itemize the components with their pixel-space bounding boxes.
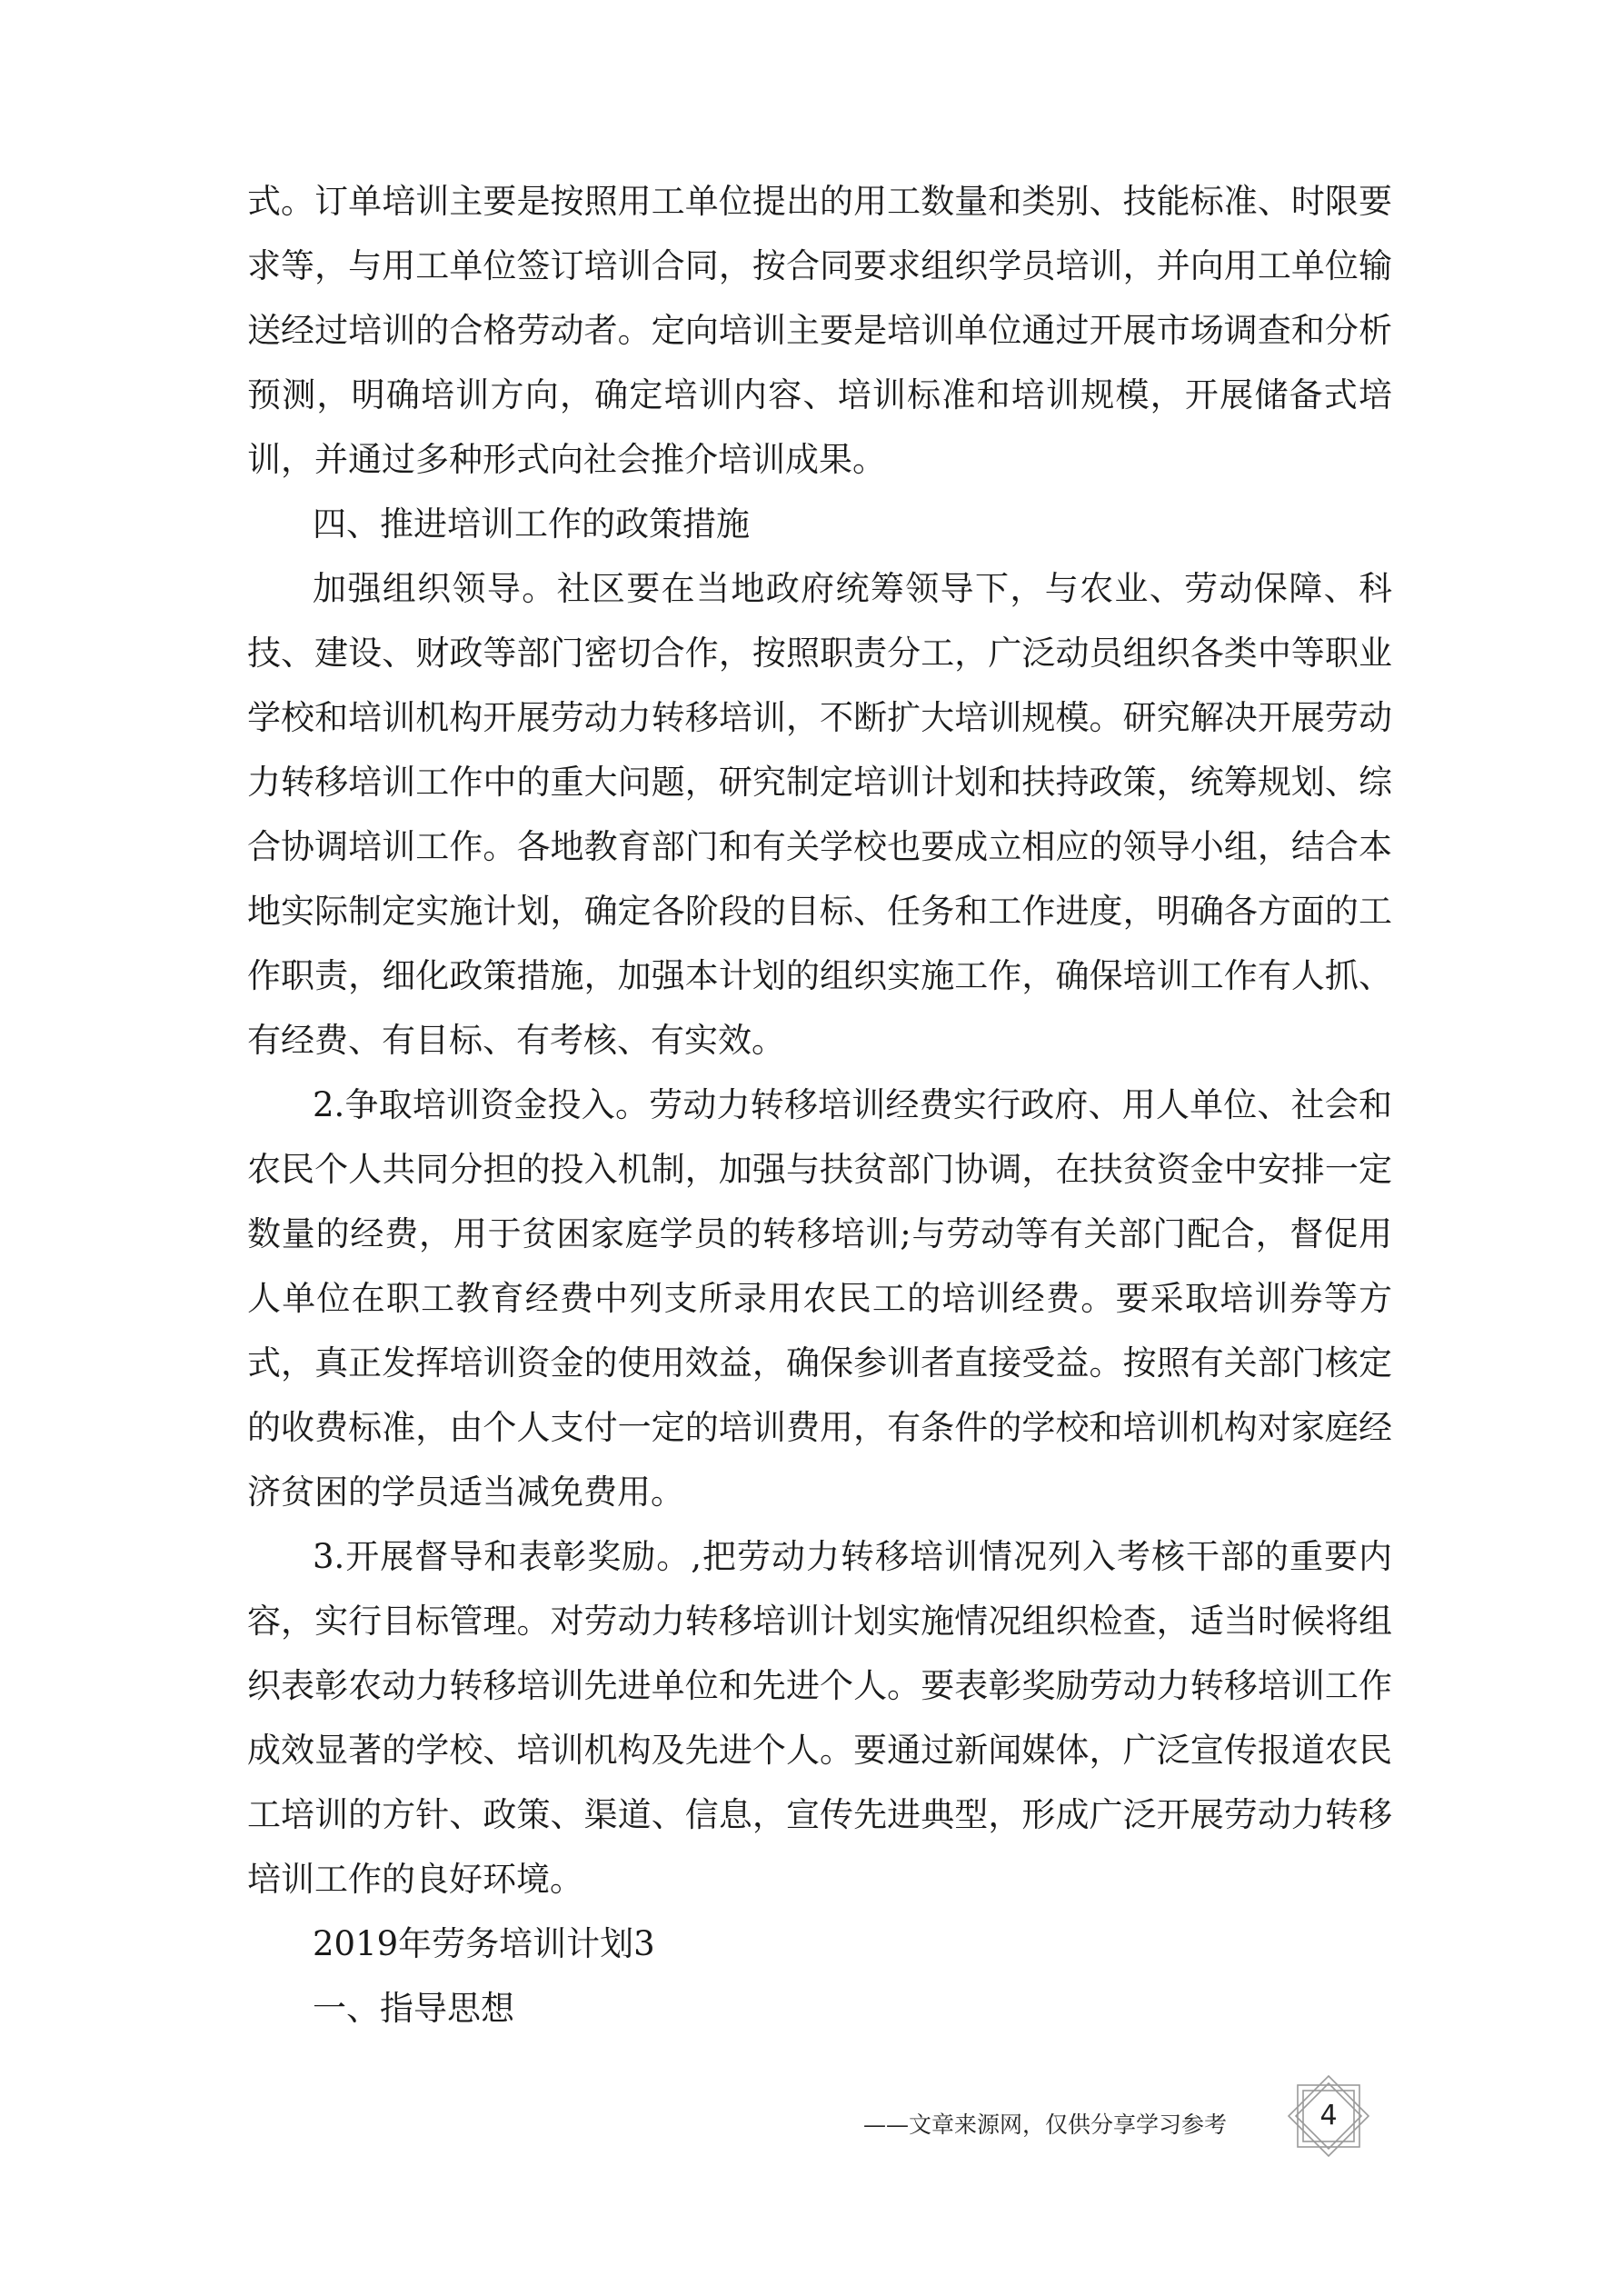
page-number: 4 — [1319, 2100, 1338, 2131]
section-heading-guiding-ideology: 一、指导思想 — [313, 1989, 514, 2028]
page-footer — [0, 2072, 1623, 2181]
section-heading-policy-measures: 四、推进培训工作的政策措施 — [313, 504, 750, 544]
page-number-badge — [1285, 2072, 1372, 2160]
footer-source-note: ——文章来源网，仅供分享学习参考 — [863, 2111, 1228, 2138]
paragraph-order-training: 式。订单培训主要是按照用工单位提出的用工数量和类别、技能标准、时限要求等，与用工单位签订培训合同，按合同要求组织学员培训，并向用工单位输送经过培训的合格劳动者。定向培训主要是培训单位通过开展市场调查和分析预测，明确培训方向，确定培训内容、培训标准和培训规模，开展储备式培训，并通过多种形式向社会推介培训成果。 — [247, 182, 1392, 479]
paragraph-training-funding: 2.争取培训资金投入。劳动力转移培训经费实行政府、用人单位、社会和农民个人共同分担的投入机制，加强与扶贫部门协调，在扶贫资金中安排一定数量的经费，用于贫困家庭学员的转移培训;与劳动等有关部门配合，督促用人单位在职工教育经费中列支所录用农民工的培训经费。要采取培训券等方式，真正发挥培训资金的使用效益，确保参训者直接受益。按照有关部门核定的收费标准，由个人支付一定的培训费用，有条件的学校和培训机构对家庭经济贫困的学员适当减免费用。 — [247, 1085, 1392, 1512]
paragraph-strengthen-leadership: 加强组织领导。社区要在当地政府统筹领导下，与农业、劳动保障、科技、建设、财政等部门密切合作，按照职责分工，广泛动员组织各类中等职业学校和培训机构开展劳动力转移培训，不断扩大培训规模。研究解决开展劳动力转移培训工作中的重大问题，研究制定培训计划和扶持政策，统筹规划、综合协调培训工作。各地教育部门和有关学校也要成立相应的领导小组，结合本地实际制定实施计划，确定各阶段的目标、任务和工作进度，明确各方面的工作职责，细化政策措施，加强本计划的组织实施工作，确保培训工作有人抓、有经费、有目标、有考核、有实效。 — [247, 569, 1392, 1060]
paragraph-supervision-awards: 3.开展督导和表彰奖励。,把劳动力转移培训情况列入考核干部的重要内容，实行目标管理。对劳动力转移培训计划实施情况组织检查，适当时候将组织表彰农动力转移培训先进单位和先进个人。要表彰奖励劳动力转移培训工作成效显著的学校、培训机构及先进个人。要通过新闻媒体，广泛宣传报道农民工培训的方针、政策、渠道、信息，宣传先进典型，形成广泛开展劳动力转移培训工作的良好环境。 — [247, 1537, 1392, 1899]
document-body — [247, 169, 1392, 2041]
section-heading-plan-3: 2019年劳务培训计划3 — [313, 1924, 655, 1963]
